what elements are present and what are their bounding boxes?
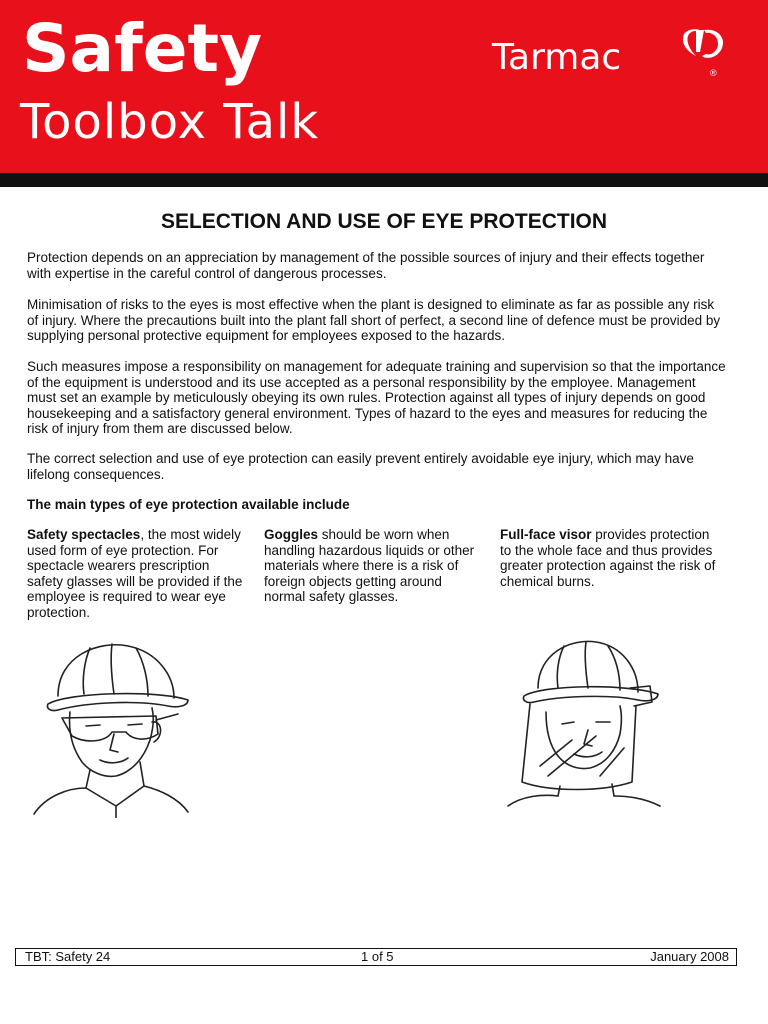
goggles-description [264,527,486,605]
safety-spectacles-text: , the most widely used form of eye protection. For spectacle wearers prescription safety glasses will be provided if the employee is required to wear eye protection. [27,527,243,620]
full-face-visor-term: Full-face visor [500,527,592,542]
full-face-visor-text: provides protection to the whole face and thus provides greater protection against the risk of chemical burns. [500,527,716,589]
header-divider-bar [0,173,768,187]
brand-name: Tarmac [492,37,622,78]
safety-spectacles-term: Safety spectacles [27,527,141,542]
header-title-safety: Safety [22,10,263,87]
registered-mark: ® [710,68,717,78]
full-face-visor-description [500,527,722,589]
paragraph-4: The correct selection and use of eye protection can easily prevent entirely avoidable eye injury, which may have lifelong consequences. [27,451,694,482]
paragraph-1: Protection depends on an appreciation by management of the possible sources of injury and their effects together with expertise in the careful control of dangerous processes. [27,250,705,281]
footer-reference: TBT: Safety 24 [25,949,111,964]
header-banner [0,0,768,173]
footer-date: January 2008 [650,949,729,964]
full-face-visor-illustration [500,636,668,808]
goggles-text: should be worn when handling hazardous liquids or other materials where there is a risk of foreign objects getting around normal safety glasses. [264,527,475,604]
paragraph-2: Minimisation of risks to the eyes is most effective when the plant is designed to eliminate as far as possible any risk of injury. Where the precautions built into the plant fall short of perfect, a second line of defence must be provided by supplying personal protective equipment for employees exposed to the hazards. [27,297,721,343]
safety-spectacles-description [27,527,249,620]
protection-types-subheading: The main types of eye protection available include [27,497,350,512]
tarmac-logo-icon [678,26,728,62]
document-title: SELECTION AND USE OF EYE PROTECTION [160,210,608,233]
safety-spectacles-illustration [28,636,196,818]
page-footer [15,948,737,966]
header-title-toolbox: Toolbox Talk [20,94,320,150]
goggles-term: Goggles [264,527,319,542]
paragraph-3: Such measures impose a responsibility on management for adequate training and supervision so that the importance of the equipment is understood and its use accepted as a personal responsibility by the employee. Management must set an example by meticulously obeying its own rules. Protection against all types of injury depends on good housekeeping and a satisfactory general environment. Types of hazard to the eyes and measures for reducing the risk of injury from them are discussed below. [27,359,726,436]
footer-page-number: 1 of 5 [361,949,394,964]
